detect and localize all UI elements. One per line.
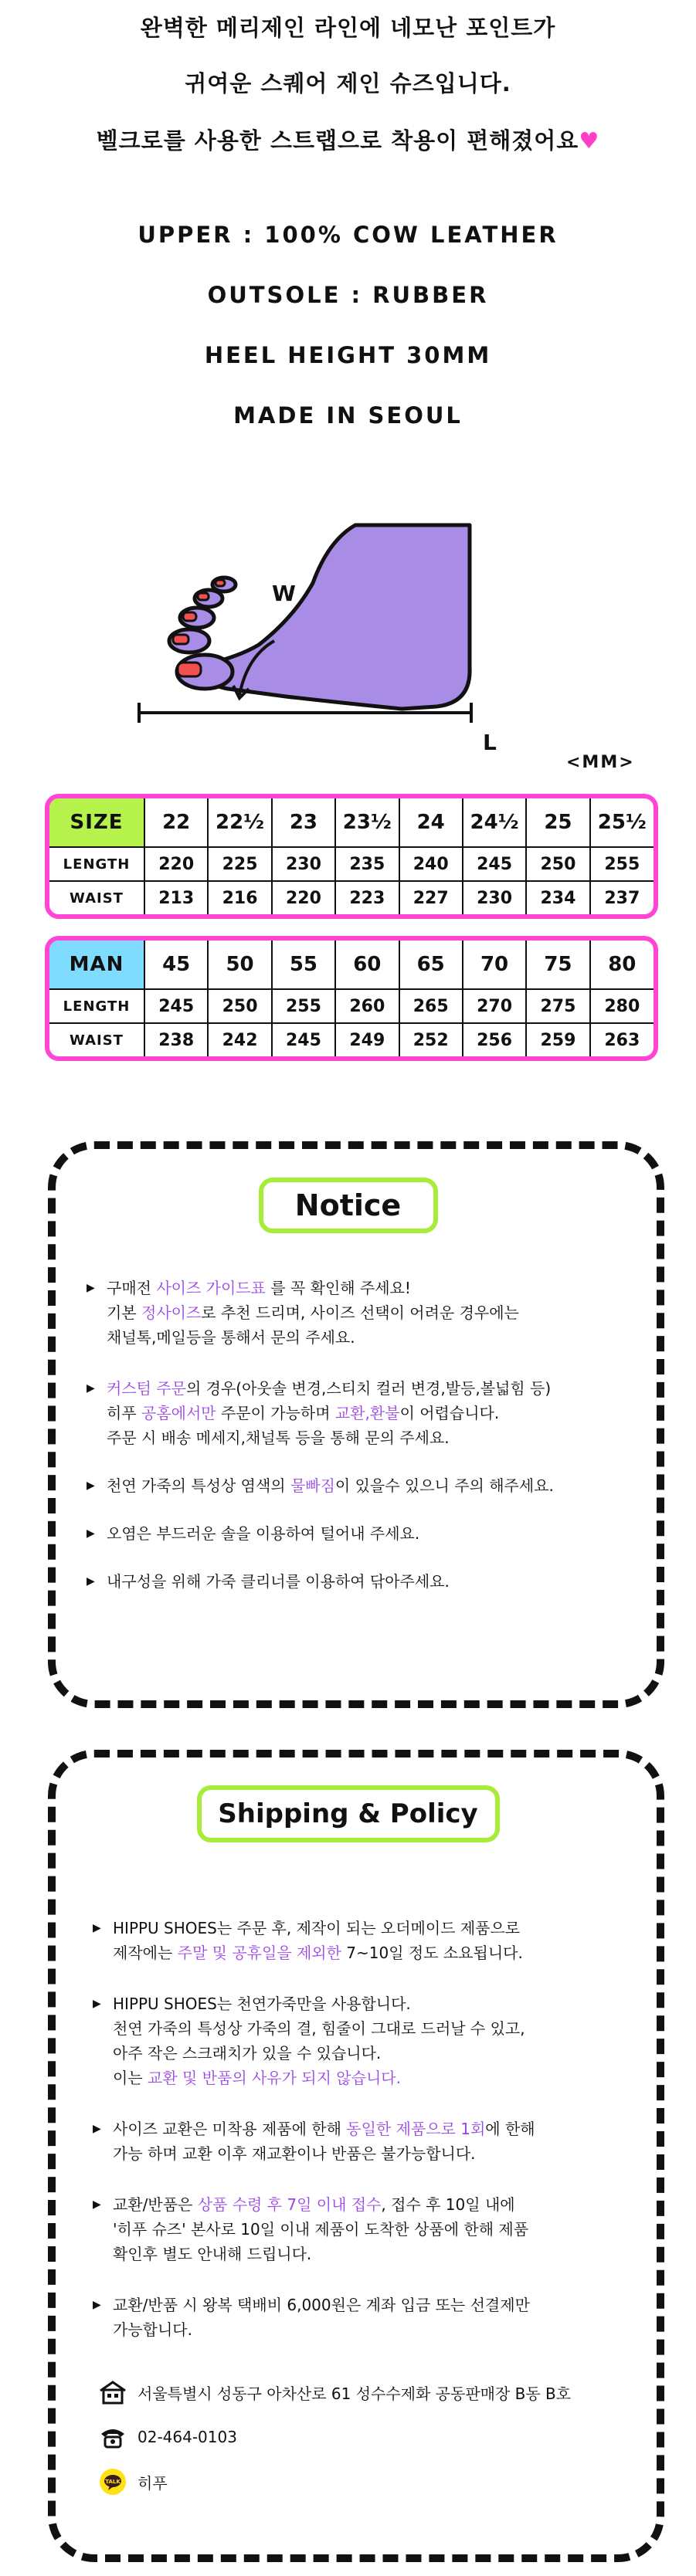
table-cell: 225 <box>208 847 271 881</box>
row-label: LENGTH <box>49 847 144 881</box>
table-cell: 270 <box>463 989 526 1023</box>
policy-item: ▶ 사이즈 교환은 미착용 제품에 한해 동일한 제품으로 1회에 한해 가능 하며 교환 이후 재교환이나 반품은 불가능합니다. <box>93 2117 633 2166</box>
size-cell: 23½ <box>335 798 399 847</box>
table-cell: 234 <box>526 881 589 914</box>
length-row <box>49 989 654 1023</box>
notice-item: ▶ 내구성을 위해 가죽 클리너를 이용하여 닦아주세요. <box>87 1569 627 1594</box>
table-cell: 256 <box>463 1023 526 1056</box>
table-cell: 242 <box>208 1023 271 1056</box>
spec-made: MADE IN SEOUL <box>233 402 463 429</box>
address-text: 서울특별시 성동구 아차산로 61 성수수제화 공동판매장 B동 B호 <box>138 2384 572 2403</box>
table-cell: 216 <box>208 881 271 914</box>
row-label: WAIST <box>49 1023 144 1056</box>
table-cell: 220 <box>144 847 208 881</box>
size-cell: 24½ <box>463 798 526 847</box>
table-cell: 220 <box>272 881 335 914</box>
table-cell: 230 <box>272 847 335 881</box>
size-cell: 25½ <box>590 798 654 847</box>
size-cell: 22½ <box>208 798 271 847</box>
row-label: LENGTH <box>49 989 144 1023</box>
size-header: SIZE <box>49 798 144 847</box>
notice-list <box>87 1276 627 1594</box>
unit-label: <MM> <box>566 753 635 772</box>
kakao-channel[interactable]: 히푸 <box>138 2473 168 2493</box>
size-cell: 60 <box>335 941 399 989</box>
table-cell: 250 <box>526 847 589 881</box>
phone-row <box>99 2425 237 2449</box>
size-cell: 80 <box>590 941 654 989</box>
building-icon <box>99 2380 127 2405</box>
table-cell: 265 <box>399 989 463 1023</box>
size-cell: 45 <box>144 941 208 989</box>
size-cell: 24 <box>399 798 463 847</box>
table-cell: 250 <box>208 989 271 1023</box>
size-cell: 22 <box>144 798 208 847</box>
width-label: W <box>272 581 296 606</box>
policy-list <box>93 1916 633 2342</box>
size-cell: 25 <box>526 798 589 847</box>
table-cell: 255 <box>590 847 654 881</box>
foot-diagram <box>124 510 525 741</box>
kakaotalk-icon <box>99 2468 127 2496</box>
policy-item: ▶ 교환/반품은 상품 수령 후 7일 이내 접수, 접수 후 10일 내에 '히푸 슈즈' 본사로 10일 이내 제품이 도착한 상품에 한해 제품 확인후 별도 안내해 드립니다. <box>93 2192 633 2266</box>
table-cell: 238 <box>144 1023 208 1056</box>
table-cell: 260 <box>335 989 399 1023</box>
policy-title: Shipping & Policy <box>197 1785 500 1842</box>
svg-text:TALK: TALK <box>105 2479 121 2485</box>
policy-item: ▶ HIPPU SHOES는 주문 후, 제작이 되는 오더메이드 제품으로 제작에는 주말 및 공휴일을 제외한 7~10일 정도 소요됩니다. <box>93 1916 633 1965</box>
table-cell: 252 <box>399 1023 463 1056</box>
table-cell: 235 <box>335 847 399 881</box>
size-cell: 65 <box>399 941 463 989</box>
table-cell: 263 <box>590 1023 654 1056</box>
man-header: MAN <box>49 941 144 989</box>
table-cell: 255 <box>272 989 335 1023</box>
table-cell: 245 <box>463 847 526 881</box>
men-size-table <box>45 936 658 1061</box>
policy-item: ▶ 교환/반품 시 왕복 택배비 6,000원은 계좌 입금 또는 선결제만 가능합니다. <box>93 2293 633 2342</box>
size-cell: 55 <box>272 941 335 989</box>
intro-line-3: 벨크로를 사용한 스트랩으로 착용이 편해졌어요♥ <box>96 127 600 154</box>
intro-line-1: 완벽한 메리제인 라인에 네모난 포인트가 <box>140 15 556 41</box>
size-row <box>49 798 654 847</box>
kakao-row <box>99 2468 168 2496</box>
notice-item: ▶ 구매전 사이즈 가이드표 를 꼭 확인해 주세요! 기본 정사이즈로 추천 드리며, 사이즈 선택이 어려운 경우에는 채널톡,메일등을 통해서 문의 주세요. <box>87 1276 627 1350</box>
size-cell: 75 <box>526 941 589 989</box>
size-cell: 50 <box>208 941 271 989</box>
table-cell: 275 <box>526 989 589 1023</box>
heart-icon: ♥ <box>579 127 600 154</box>
table-cell: 280 <box>590 989 654 1023</box>
address-row <box>99 2380 571 2405</box>
phone-number[interactable]: 02-464-0103 <box>138 2428 237 2446</box>
size-row <box>49 941 654 989</box>
spec-heel: HEEL HEIGHT 30MM <box>204 342 492 368</box>
table-cell: 245 <box>144 989 208 1023</box>
table-cell: 227 <box>399 881 463 914</box>
table-cell: 249 <box>335 1023 399 1056</box>
row-label: WAIST <box>49 881 144 914</box>
spec-upper: UPPER : 100% COW LEATHER <box>138 222 558 248</box>
notice-item: ▶ 커스텀 주문의 경우(아웃솔 변경,스티치 컬러 변경,발등,볼넓힘 등) 히푸 공홈에서만 주문이 가능하며 교환,환불이 어렵습니다. 주문 시 배송 메세지,채널톡 등을 통해 문의 주세요. <box>87 1376 627 1450</box>
women-size-table <box>45 794 658 919</box>
table-cell: 240 <box>399 847 463 881</box>
table-cell: 230 <box>463 881 526 914</box>
policy-item: ▶ HIPPU SHOES는 천연가죽만을 사용합니다. 천연 가죽의 특성상 가죽의 결, 힘줄이 그대로 드러날 수 있고, 아주 작은 스크래치가 있을 수 있습니다. 이는 교환 및 반품의 사유가 되지 않습니다. <box>93 1991 633 2090</box>
table-cell: 237 <box>590 881 654 914</box>
length-label: L <box>483 730 497 755</box>
notice-title: Notice <box>259 1178 438 1233</box>
table-cell: 259 <box>526 1023 589 1056</box>
waist-row <box>49 881 654 914</box>
notice-item: ▶ 천연 가죽의 특성상 염색의 물빠짐이 있을수 있으니 주의 해주세요. <box>87 1473 627 1498</box>
size-cell: 70 <box>463 941 526 989</box>
table-cell: 223 <box>335 881 399 914</box>
table-cell: 245 <box>272 1023 335 1056</box>
table-cell: 213 <box>144 881 208 914</box>
phone-icon <box>99 2425 127 2449</box>
size-cell: 23 <box>272 798 335 847</box>
waist-row <box>49 1023 654 1056</box>
intro-line-2: 귀여운 스퀘어 제인 슈즈입니다. <box>185 70 511 97</box>
notice-item: ▶ 오염은 부드러운 솔을 이용하여 털어내 주세요. <box>87 1521 627 1546</box>
length-row <box>49 847 654 881</box>
spec-outsole: OUTSOLE : RUBBER <box>207 282 489 308</box>
